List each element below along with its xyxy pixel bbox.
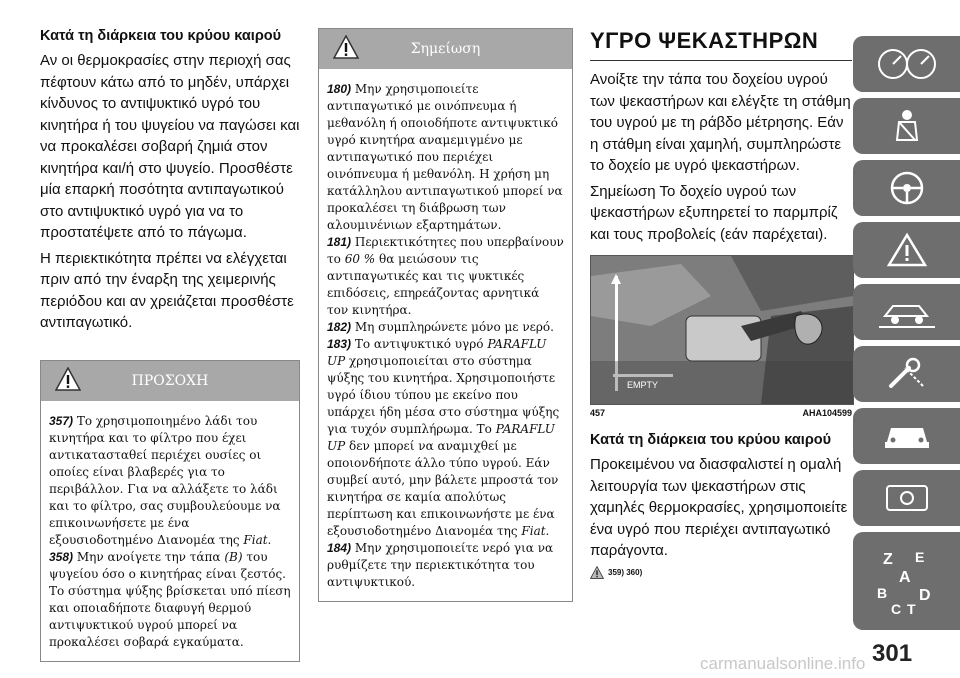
figure-caption bbox=[590, 408, 852, 418]
ref-358: 358) bbox=[49, 549, 74, 564]
note-183-brand: Fiat bbox=[521, 524, 546, 538]
note-box bbox=[318, 28, 573, 602]
note-180-text: Μην χρησιμοποιείτε αντιπαγωτικό με οινόπνευμα ή μεθανόλη ή οποιοδήποτε αντιψυκτικό υγρό κινητήρα αναμεμιγμένο με αντιπαγωτικό που περιέχει οινόπνευμα ή μεθανόλη. Η χρήση μη κατάλληλου αντιπαγωτικού μπορεί να προκαλέσει τη διάβρωση των αλουμινένιων εξαρτημάτων. bbox=[327, 82, 563, 232]
note-183-text2: χρησιμοποιείται στο σύστημα ψύξης του κινητήρα. Χρησιμοποιήστε υγρό ίδιου τύπου με εκείνο που υπάρχει ήδη μέσα στο σύστημα ψύξης για τυχόν συμπλήρωμα. Το bbox=[327, 354, 560, 436]
reservoir-illustration bbox=[591, 256, 853, 404]
watermark: carmanualsonline.info bbox=[700, 654, 866, 673]
tab-multimedia[interactable] bbox=[853, 470, 960, 526]
figure-code: AHA104599 bbox=[802, 408, 852, 418]
tab-safety[interactable] bbox=[853, 98, 960, 154]
seatbelt-icon bbox=[875, 108, 939, 144]
caution-358-text1: Μην ανοίγετε την τάπα bbox=[76, 549, 221, 564]
svg-text:A: A bbox=[899, 569, 911, 586]
svg-text:C: C bbox=[891, 601, 902, 617]
cold-weather-paragraph: Προκειμένου να διασφαλιστεί η ομαλή λειτουργία των ψεκαστήρων στις χαμηλές θερμοκρασίες, χρησιμοποιείτε ένα υγρό που περιέχει αντιπαγωτικό παράγοντα. bbox=[590, 456, 848, 559]
svg-text:T: T bbox=[907, 601, 916, 617]
caution-358-text2: του ψυγείου όσο ο κινητήρας είναι ζεστός. Το σύστημα ψύξης βρίσκεται υπό πίεση και οποιαδήποτε διαφυγή θερμού αντιψυκτικού υγρού μπορεί να προκαλέσει σοβαρά εγκαύματα. bbox=[49, 549, 291, 649]
ref-184: 184) bbox=[327, 541, 352, 555]
svg-text:D: D bbox=[919, 587, 931, 604]
tab-starting-driving[interactable] bbox=[853, 160, 960, 216]
multimedia-icon bbox=[875, 480, 939, 516]
svg-text:Z: Z bbox=[883, 551, 893, 568]
dashboard-icon bbox=[875, 46, 939, 82]
note-title: Σημείωση bbox=[410, 41, 481, 57]
note-181 bbox=[327, 234, 564, 319]
svg-text:E: E bbox=[915, 549, 925, 565]
warning-triangle-icon bbox=[875, 232, 939, 268]
alphabet-index-icon bbox=[875, 542, 939, 622]
washer-reservoir-photo bbox=[590, 255, 854, 405]
caution-357-text: Το χρησιμοποιημένο λάδι του κινητήρα και το φίλτρο που έχει αντικατασταθεί περιέχει ουσίες οι οποίες είναι βλαβερές για το περιβάλλον. Για να αλλάξετε το λάδι και το φίλτρο, σας συμβουλεύουμε να επικοινωνήσετε με ένα εξουσιοδοτημένο Διανομέα της bbox=[49, 413, 281, 547]
title-divider bbox=[590, 60, 852, 61]
figure-number: 457 bbox=[590, 408, 606, 418]
note-184 bbox=[327, 540, 564, 591]
tab-dashboard[interactable] bbox=[853, 36, 960, 92]
caution-358 bbox=[49, 549, 291, 651]
note-180 bbox=[327, 81, 564, 234]
note-182-text: Μη συμπληρώνετε μόνο με νερό. bbox=[354, 320, 554, 334]
note-183-end: . bbox=[545, 524, 550, 538]
caution-refs bbox=[590, 566, 852, 579]
ref-180: 180) bbox=[327, 82, 352, 96]
tab-emergency[interactable] bbox=[853, 284, 960, 340]
wrench-icon bbox=[875, 356, 939, 392]
steering-wheel-icon bbox=[875, 170, 939, 206]
antifreeze-paragraph: Αν οι θερμοκρασίες στην περιοχή σας πέφτουν κάτω από το μηδέν, υπάρχει κίνδυνος το αντιψυκτικό υγρό του κινητήρα ή του ψυγείου να παγώσει και να προκαλέσει σοβαρή ζημιά στον κινητήρα και/ή στο ψυγείο. Προσθέστε μία επαρκή ποσότητα αντιπαγωτικού στο αντιψυκτικό υγρό για να το προστατέψετε από το πάγωμα. bbox=[40, 52, 300, 241]
tab-index[interactable] bbox=[853, 532, 960, 630]
tab-technical-data[interactable] bbox=[853, 408, 960, 464]
car-lifted-icon bbox=[875, 294, 939, 330]
caution-header bbox=[41, 361, 299, 401]
refs-text: 359) 360) bbox=[608, 567, 643, 577]
caution-357-end: . bbox=[267, 532, 272, 547]
note-183-text1: Το αντιψυκτικό υγρό bbox=[354, 337, 484, 351]
note-184-text: Μην χρησιμοποιείτε νερό για να ρυθμίζετε την περιεκτικότητα του αντιψυκτικού. bbox=[327, 541, 554, 589]
note-183 bbox=[327, 336, 564, 540]
caution-357 bbox=[49, 413, 291, 549]
note-182 bbox=[327, 319, 564, 336]
note-183-text3: δεν μπορεί να αναμιχθεί με οποιονδήποτε άλλο τύπο υγρού. Εάν συμβεί αυτό, μην βάλετε μπροστά τον κινητήρα σε καμία απολύτως περίπτωση και επικοινωνήστε με ένα εξουσιοδοτημένο Διανομέα της bbox=[327, 439, 559, 538]
note-181-text2: θα μειώσουν τις αντιπαγωτικές και τις ψυκτικές επιδόσεις, επηρεάζοντας αρνητικά τον κινητήρα. bbox=[327, 252, 540, 317]
empty-label: EMPTY bbox=[627, 380, 659, 390]
right-column bbox=[590, 28, 852, 579]
note-181-percent: 60 % bbox=[344, 252, 376, 266]
caution-358-cap-ref: (B) bbox=[224, 549, 243, 564]
middle-column bbox=[318, 28, 573, 602]
left-column bbox=[40, 28, 300, 662]
note-183-product2: PARAFLU UP bbox=[327, 422, 555, 453]
note-header bbox=[319, 29, 572, 69]
ref-181: 181) bbox=[327, 235, 352, 249]
car-front-icon bbox=[875, 418, 939, 454]
cold-weather-heading: Κατά τη διάρκεια του κρύου καιρού bbox=[40, 28, 282, 44]
washer-paragraph: Ανοίξτε την τάπα του δοχείου υγρού των ψεκαστήρων και ελέγξτε τη στάθμη του υγρού με τη ράβδο μέτρησης. Εάν η στάθμη είναι χαμηλή, συμπληρώστε το δοχείο με υγρό ψεκαστήρων. bbox=[590, 71, 851, 174]
ref-357: 357) bbox=[49, 413, 74, 428]
note-183-product1: PARAFLU UP bbox=[327, 337, 547, 368]
note-181-text1: Περιεκτικότητες που υπερβαίνουν το bbox=[327, 235, 564, 266]
caution-box bbox=[40, 360, 300, 662]
svg-text:B: B bbox=[877, 585, 888, 601]
tab-maintenance[interactable] bbox=[853, 346, 960, 402]
concentration-paragraph: Η περιεκτικότητα πρέπει να ελέγχεται πριν από την έναρξη της χειμερινής περιόδου και αν χρειάζεται προσθέστε αντιπαγωτικό. bbox=[40, 249, 294, 331]
caution-357-brand: Fiat bbox=[243, 532, 268, 547]
warning-icon bbox=[590, 566, 604, 579]
caution-body bbox=[41, 401, 299, 661]
ref-183: 183) bbox=[327, 337, 352, 351]
tab-warnings[interactable] bbox=[853, 222, 960, 278]
section-title: ΥΓΡΟ ΨΕΚΑΣΤΗΡΩΝ bbox=[590, 28, 819, 53]
ref-182: 182) bbox=[327, 320, 352, 334]
page-number: 301 bbox=[872, 640, 913, 667]
note-body bbox=[319, 69, 572, 601]
caution-title: ΠΡΟΣΟΧΗ bbox=[131, 372, 209, 389]
cold-weather-heading-right: Κατά τη διάρκεια του κρύου καιρού bbox=[590, 432, 832, 448]
washer-note-paragraph: Σημείωση Το δοχείο υγρού των ψεκαστήρων εξυπηρετεί το παρμπρίζ και τους προβολείς (εάν παρέχεται). bbox=[590, 182, 838, 243]
